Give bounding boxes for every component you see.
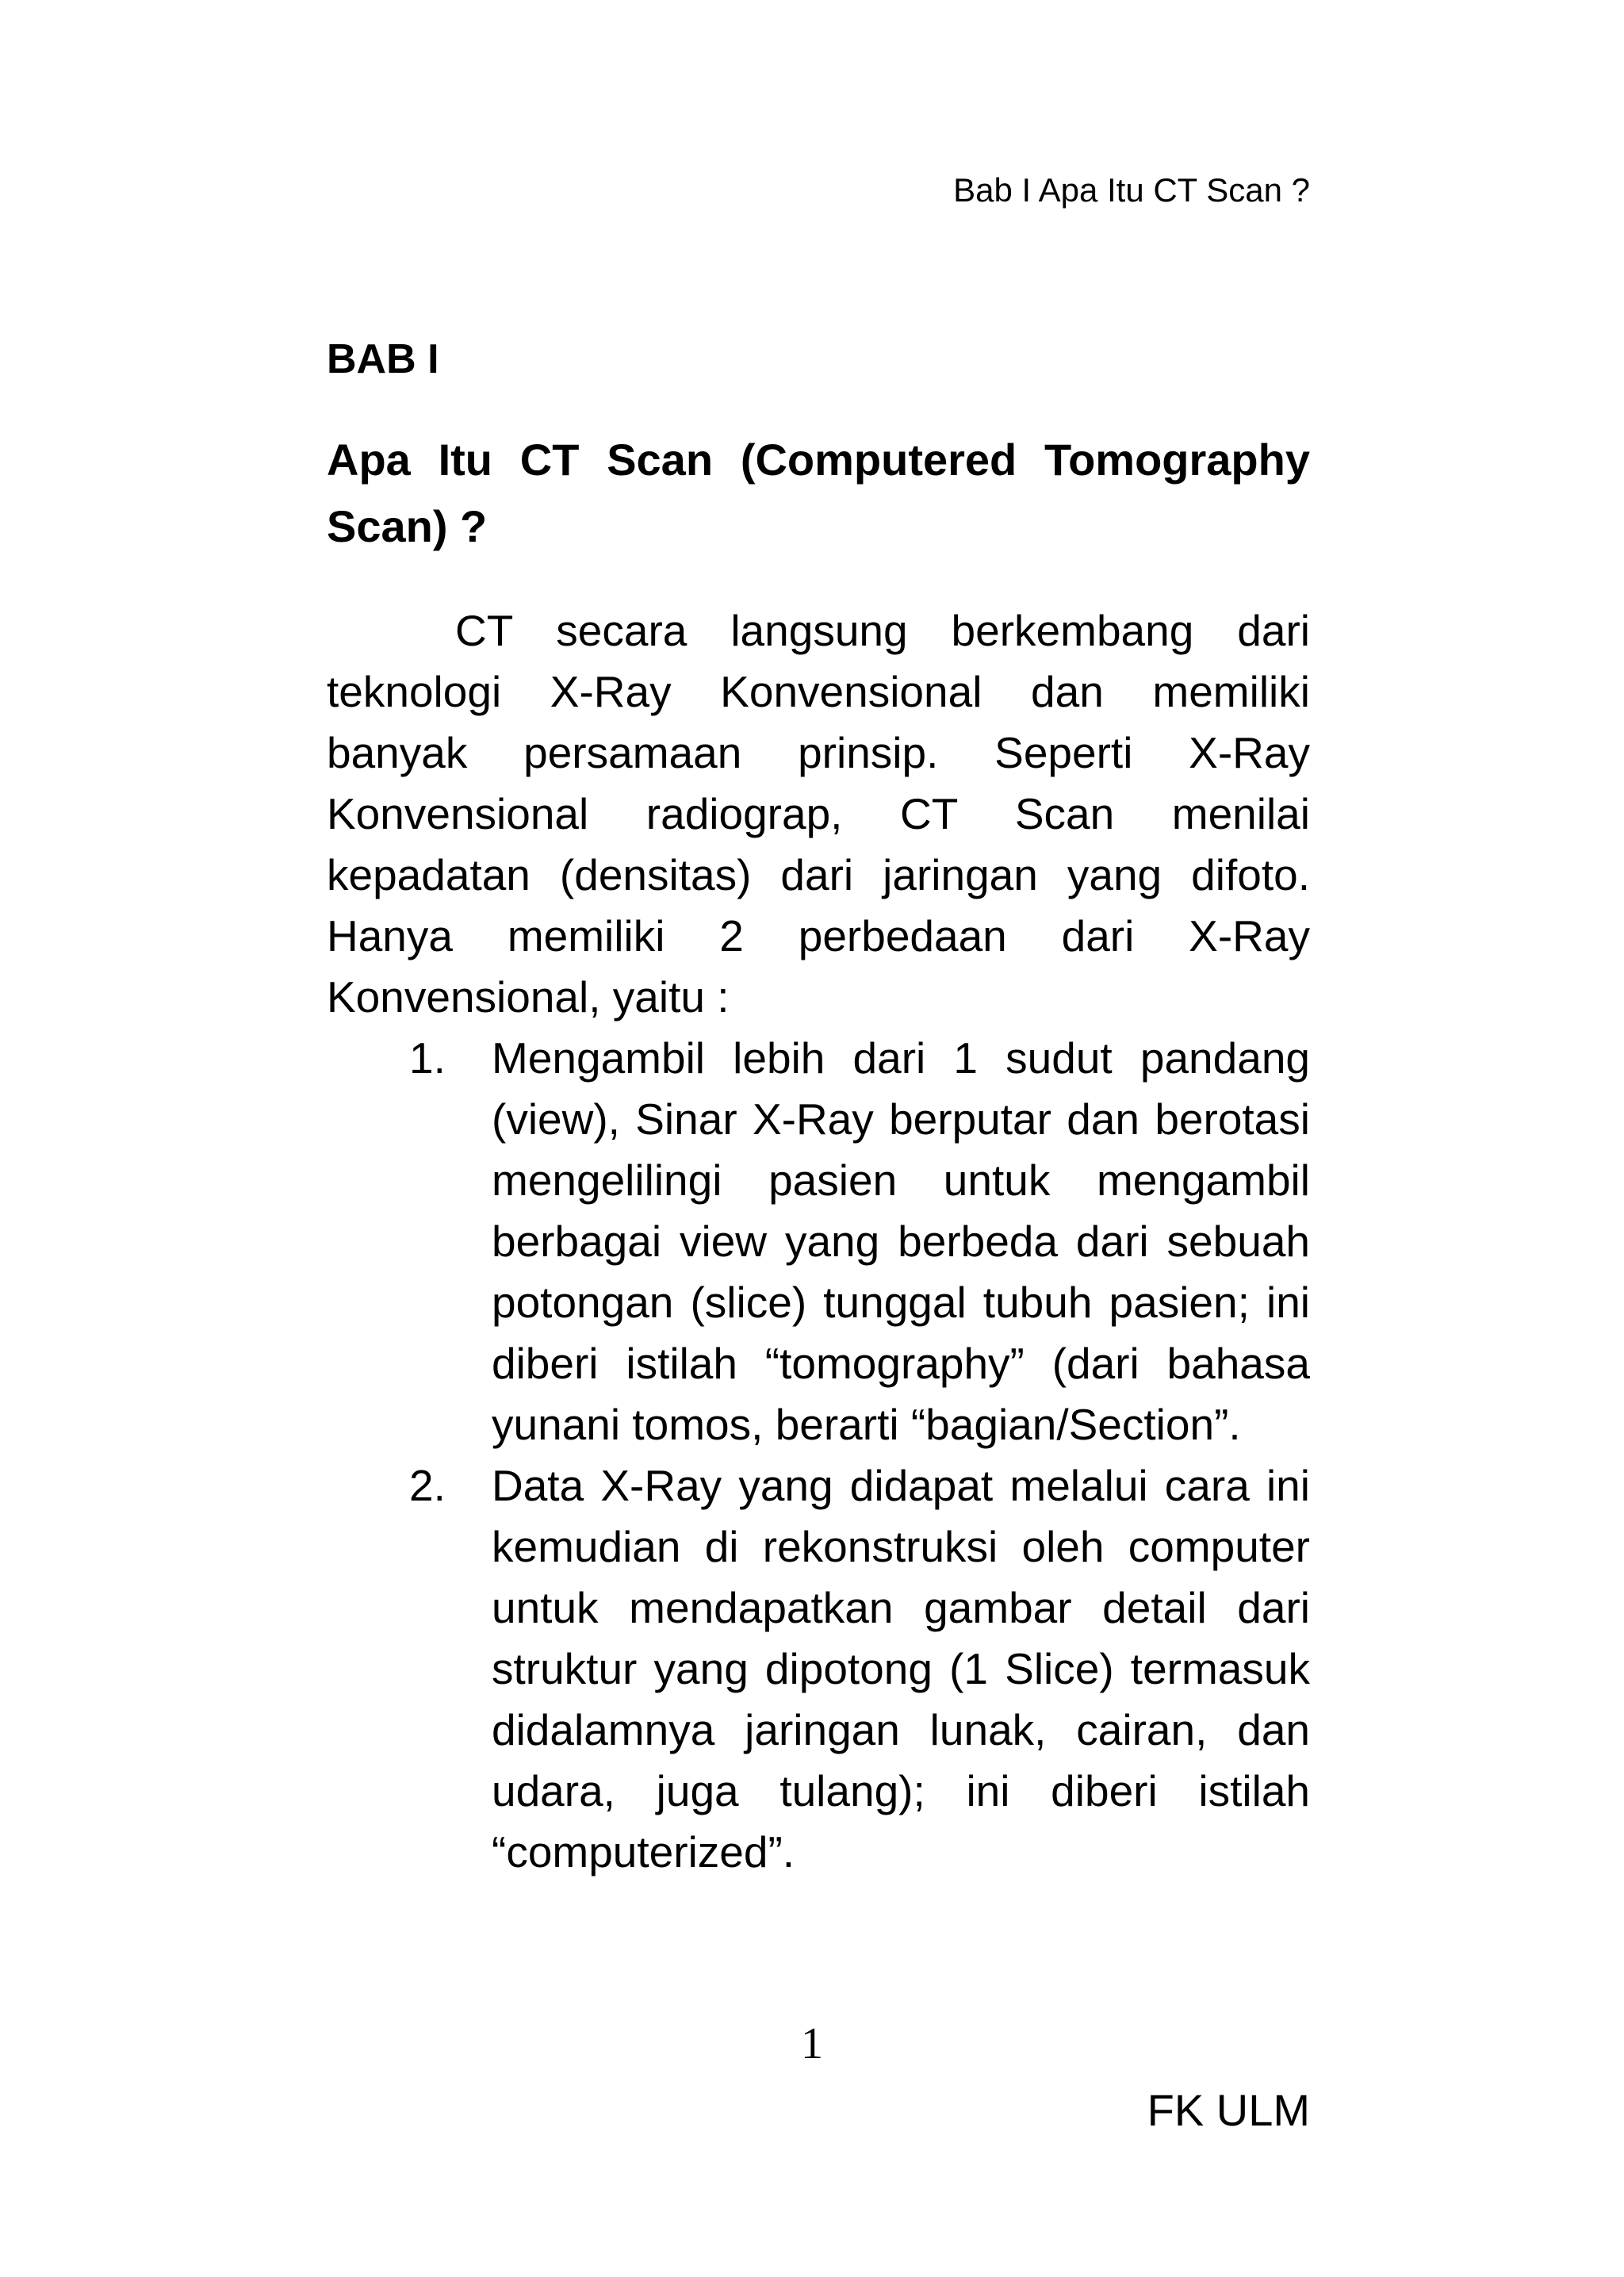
running-header: Bab I Apa Itu CT Scan ?: [953, 171, 1310, 209]
list-item-text: Mengambil lebih dari 1 sudut pandang (view), Sinar X-Ray berputar dan berotasi mengelilingi pasien untuk mengambil berbagai view yang berbeda dari sebuah potongan (slice) tunggal tubuh pasien; ini diberi istilah “tomography” (dari bahasa yunani tomos, berarti “bagian/Section”.: [492, 1033, 1310, 1449]
list-item-text: Data X-Ray yang didapat melalui cara ini kemudian di rekonstruksi oleh computer untuk mendapatkan gambar detail dari struktur yang dipotong (1 Slice) termasuk didalamnya jaringan lunak, cairan, dan udara, juga tulang); ini diberi istilah “computerized”.: [492, 1461, 1310, 1876]
body-text: [327, 600, 1310, 1883]
footer-institution: FK ULM: [1147, 2085, 1310, 2135]
intro-paragraph: CT secara langsung berkembang dari teknologi X-Ray Konvensional dan memiliki banyak persamaan prinsip. Seperti X-Ray Konvensional radiograp, CT Scan menilai kepadatan (densitas) dari jaringan yang difoto. Hanya memiliki 2 perbedaan dari X-Ray Konvensional, yaitu :: [327, 606, 1310, 1022]
chapter-title: Apa Itu CT Scan (Computered Tomography Scan) ?: [327, 435, 1310, 551]
list-item-number: 1.: [409, 1033, 446, 1083]
numbered-list: [327, 1028, 1310, 1883]
page-number: 1: [801, 2019, 823, 2068]
list-item-number: 2.: [409, 1461, 446, 1510]
list-item: [327, 1455, 1310, 1883]
chapter-label: BAB I: [327, 336, 439, 382]
list-item: [327, 1028, 1310, 1455]
